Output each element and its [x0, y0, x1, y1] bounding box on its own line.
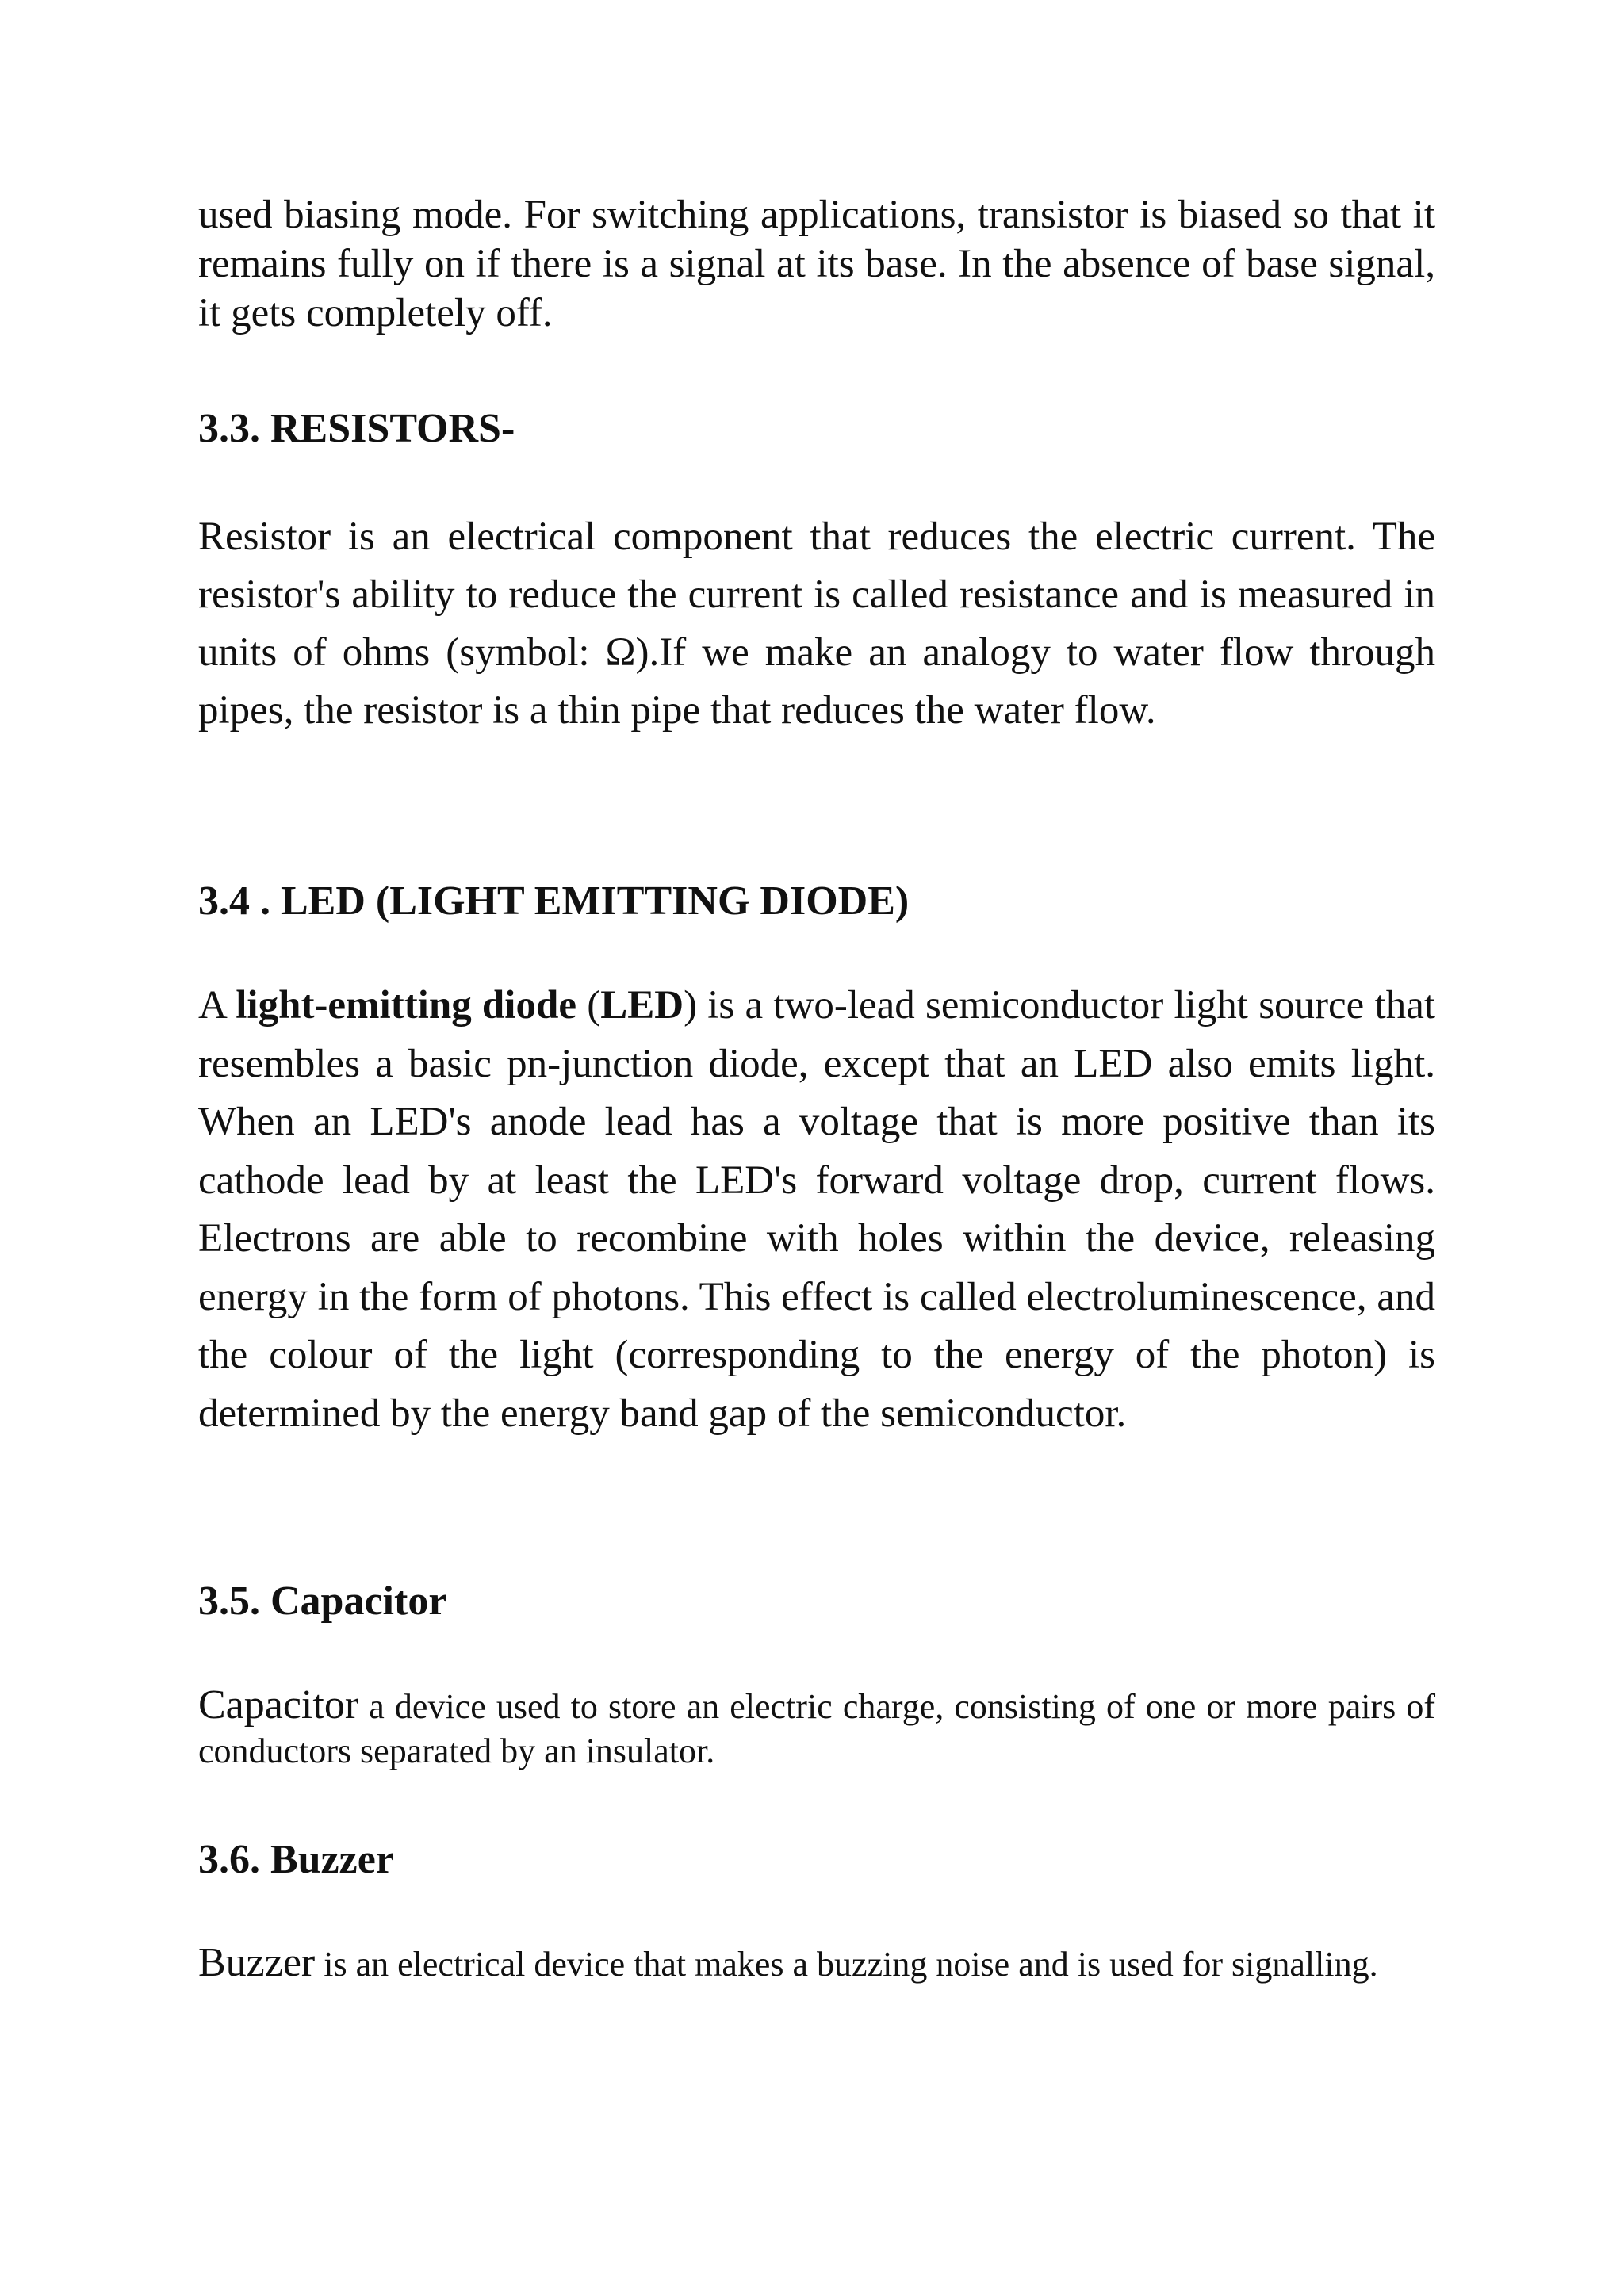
buzzer-paragraph	[198, 1941, 1435, 1987]
led-paragraph	[198, 977, 1435, 1443]
intro-paragraph: used biasing mode. For switching applications, transistor is biased so that it remains fully on if there is a signal at its base. In the absence of base signal, it gets completely off.	[198, 193, 1435, 335]
capacitor-lead: Capacitor	[198, 1682, 359, 1728]
buzzer-lead: Buzzer	[198, 1940, 316, 1985]
section-heading-led: 3.4 . LED (LIGHT EMITTING DIODE)	[198, 878, 910, 924]
capacitor-paragraph	[198, 1683, 1435, 1774]
led-mid: (	[576, 983, 601, 1027]
led-prefix: A	[198, 983, 236, 1027]
buzzer-text: is an electrical device that makes a buzzing noise and is used for signalling.	[315, 1945, 1378, 1984]
led-term: light-emitting diode	[236, 983, 576, 1027]
section-heading-buzzer: 3.6. Buzzer	[198, 1837, 394, 1882]
capacitor-text: a device used to store an electric charge, consisting of one or more pairs of conductors separated by an insulator.	[198, 1687, 1435, 1770]
resistors-paragraph: Resistor is an electrical component that reduces the electric current. The resistor's ability to reduce the current is called resistance and is measured in units of ohms (symbol: Ω).If we make an analogy to water flow through pipes, the resistor is a thin pipe that reduces the water flow.	[198, 515, 1435, 733]
led-rest: ) is a two-lead semiconductor light source that resembles a basic pn-junction diode, except that an LED also emits light. When an LED's anode lead has a voltage that is more positive than its cathode lead by at least the LED's forward voltage drop, current flows. Electrons are able to recombine with holes within the device, releasing energy in the form of photons. This effect is called electroluminescence, and the colour of the light (corresponding to the energy of the photon) is determined by the energy band gap of the semiconductor.	[198, 983, 1436, 1436]
section-heading-resistors: 3.3. RESISTORS-	[198, 406, 515, 451]
led-abbr: LED	[600, 983, 684, 1027]
section-heading-capacitor: 3.5. Capacitor	[198, 1578, 447, 1624]
